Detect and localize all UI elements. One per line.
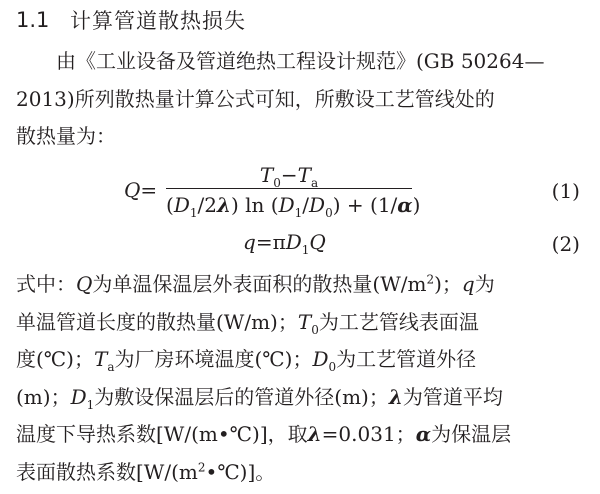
superscript: 2 xyxy=(197,459,206,474)
definitions-line-2 xyxy=(16,304,588,342)
subscript: 0 xyxy=(273,176,281,190)
subscript: 0 xyxy=(328,360,337,374)
intro-line-1: 由《工业设备及管道绝热工程设计规范》(GB 50264— xyxy=(56,49,545,73)
equation-1-numerator xyxy=(166,163,412,188)
equation-1-denominator xyxy=(166,192,421,220)
text: •℃)]。 xyxy=(205,459,276,484)
equation-1-lhs: Q= xyxy=(124,178,158,202)
subscript: a xyxy=(107,360,115,374)
symbol-alpha: α xyxy=(415,422,432,446)
equation-1-fraction xyxy=(166,163,421,220)
text: 为单温保温层外表面积的散热量(W/m xyxy=(92,272,427,296)
symbol-T: T xyxy=(297,163,311,187)
definitions-line-6 xyxy=(16,454,588,492)
superscript: 2 xyxy=(426,272,435,287)
text: 为厂房环境温度(℃)； xyxy=(114,347,313,371)
subscript: 1 xyxy=(189,206,198,220)
text: 为工艺管道外径 xyxy=(336,347,477,371)
definitions-line-3 xyxy=(16,341,588,379)
text: 单温管道长度的散热量(W/m)； xyxy=(16,309,298,334)
symbol-D: D xyxy=(70,384,87,409)
text: 温度下导热系数[W/(m•℃)]，取 xyxy=(16,422,308,446)
text: (m)； xyxy=(16,384,71,409)
text: ( xyxy=(166,193,174,217)
text: 表面散热系数[W/(m xyxy=(16,459,198,484)
symbol-lambda: λ xyxy=(388,384,403,409)
definitions-paragraph xyxy=(16,266,588,491)
text: ) xyxy=(412,193,421,217)
text: / xyxy=(302,193,310,217)
equation-1-number: (1) xyxy=(551,179,580,203)
text: )； xyxy=(434,272,462,296)
equation-2-number: (2) xyxy=(551,232,580,256)
symbol-D: D xyxy=(312,347,329,371)
subscript: 1 xyxy=(294,206,303,220)
symbol-T: T xyxy=(93,347,108,371)
intro-paragraph xyxy=(16,43,588,156)
symbol-D: D xyxy=(173,193,190,217)
definitions-line-1 xyxy=(16,266,588,304)
symbol-lambda: λ xyxy=(307,422,322,446)
text: 为 xyxy=(474,272,495,296)
subscript: 0 xyxy=(311,322,319,337)
symbol-alpha: α xyxy=(397,193,413,217)
section-heading xyxy=(16,2,246,38)
symbol-q: q xyxy=(461,272,475,296)
text: 式中： xyxy=(16,272,76,296)
subscript: 1 xyxy=(86,397,95,412)
definitions-line-5 xyxy=(16,416,588,454)
fraction-bar xyxy=(166,188,412,189)
text: 为敷设保温层后的管道外径(m)； xyxy=(94,384,389,409)
symbol-lambda: λ xyxy=(216,193,231,217)
equation-1 xyxy=(0,163,600,219)
symbol-q: q xyxy=(243,230,256,254)
subscript: 0 xyxy=(325,206,333,220)
text: /2 xyxy=(197,193,217,217)
symbol-T: T xyxy=(259,163,274,187)
intro-line-3: 散热量为： xyxy=(16,124,116,148)
text: ) + (1/ xyxy=(332,193,398,217)
symbol-T: T xyxy=(297,309,312,334)
text: ) ln ( xyxy=(231,193,279,217)
equation-2 xyxy=(0,228,600,258)
minus-sign: − xyxy=(280,163,298,187)
section-title: 计算管道散热损失 xyxy=(70,9,246,33)
section-number: 1.1 xyxy=(16,8,50,32)
text: 为工艺管线表面温 xyxy=(318,309,479,334)
symbol-Q: Q xyxy=(309,230,326,254)
symbol-D: D xyxy=(285,230,302,254)
definitions-line-4 xyxy=(16,379,588,417)
subscript: 1 xyxy=(301,243,310,257)
text: 为管道平均 xyxy=(402,384,503,409)
intro-line-2: 2013)所列散热量计算公式可知，所敷设工艺管线处的 xyxy=(16,86,495,111)
symbol-Q: Q xyxy=(76,272,93,296)
text: 为保温层 xyxy=(431,422,512,446)
text: =π xyxy=(255,230,286,254)
text: 度(℃)； xyxy=(16,347,94,371)
equation-2-content xyxy=(243,230,326,257)
symbol-D: D xyxy=(309,193,326,217)
text: =0.031； xyxy=(321,422,416,446)
subscript: a xyxy=(310,176,319,190)
symbol-D: D xyxy=(278,193,295,217)
